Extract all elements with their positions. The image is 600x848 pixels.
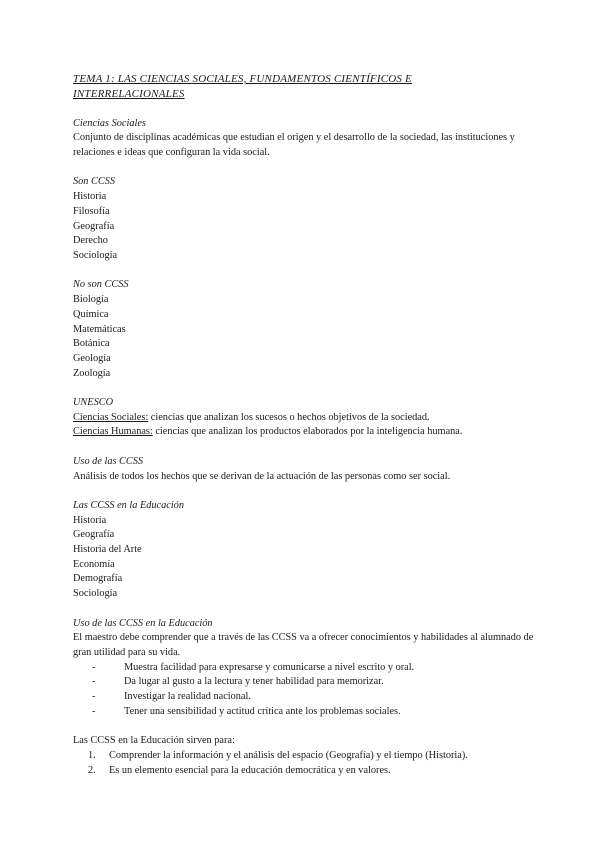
list-item: Derecho [73, 235, 108, 247]
numbered-list-item [88, 749, 540, 764]
dash-list-item: - Muestra facilidad para expresarse y comunicarse a nivel escrito y oral. [88, 661, 540, 676]
section-heading-uso-ccss: Uso de las CCSS [73, 455, 144, 467]
list-item: Geografía [73, 220, 115, 232]
dash-list-item: - Tener una sensibilidad y actitud crítica ante los problemas sociales. [88, 705, 540, 720]
section-heading-no-son-ccss: No son CCSS [73, 279, 129, 291]
definition-term: Ciencias Sociales: [73, 411, 149, 423]
numbered-list [73, 749, 540, 778]
item-number: 1. [88, 749, 96, 761]
list-item: Sociología [73, 588, 118, 600]
list-item: Zoología [73, 367, 111, 379]
section-heading-ciencias-sociales: Ciencias Sociales [73, 117, 146, 129]
list-item: Biología [73, 294, 109, 306]
dash-list-item: - Da lugar al gusto a la lectura y tener habilidad para memorizar. [88, 675, 540, 690]
section-heading-uso-ccss-educacion: Uso de las CCSS en la Educación [73, 617, 213, 629]
list-item: Filosofía [73, 205, 110, 217]
list-item: Historia [73, 514, 107, 526]
list-item: Economía [73, 558, 115, 570]
list-item: Matemáticas [73, 323, 126, 335]
uso-educacion-paragraph: El maestro debe comprender que a través de las CCSS va a ofrecer conocimientos y habilidades al alumnado de gran utilidad para su vida. [73, 632, 534, 658]
document-title-line-2: INTERRELACIONALES [73, 88, 185, 100]
list-item: Geografía [73, 529, 115, 541]
item-text: Comprender la información y el análisis del espacio (Geografía) y el tiempo (Historia). [109, 749, 468, 761]
numbered-list-item [88, 764, 540, 779]
section-heading-ccss-educacion: Las CCSS en la Educación [73, 499, 184, 511]
section-heading-son-ccss: Son CCSS [73, 176, 116, 188]
document-title-line-1: TEMA 1: LAS CIENCIAS SOCIALES, FUNDAMENTOS CIENTÍFICOS E [73, 73, 412, 85]
definition-ciencias-humanas [73, 425, 540, 440]
list-item: Sociología [73, 250, 118, 261]
item-text: Es un elemento esencial para la educación democrática y en valores. [109, 764, 391, 776]
list-item: Geología [73, 352, 111, 364]
list-item: Botánica [73, 338, 110, 350]
definition-ciencias-sociales [73, 411, 540, 426]
section-heading-unesco: UNESCO [73, 397, 114, 408]
definition-term: Ciencias Humanas: [73, 426, 153, 438]
item-number: 2. [88, 764, 96, 776]
definition-text: ciencias que analizan los sucesos o hechos objetivos de la sociedad. [148, 411, 430, 423]
list-item: Historia [73, 191, 107, 203]
list-item: Demografía [73, 573, 123, 585]
uso-paragraph: Análisis de todos los hechos que se derivan de la actuación de las personas como ser social. [73, 470, 451, 482]
definition-text: ciencias que analizan los productos elaborados por la inteligencia humana. [152, 426, 463, 438]
definition-paragraph: Conjunto de disciplinas académicas que estudian el origen y el desarrollo de la sociedad, las instituciones y relaciones e ideas que configuran la vida social. [73, 132, 515, 159]
list-item: Química [73, 308, 109, 320]
sirven-para-intro: Las CCSS en la Educación sirven para: [73, 735, 235, 747]
dash-list [73, 661, 540, 720]
list-item: Historia del Arte [73, 544, 142, 555]
dash-list-item: - Investigar la realidad nacional. [88, 690, 540, 705]
